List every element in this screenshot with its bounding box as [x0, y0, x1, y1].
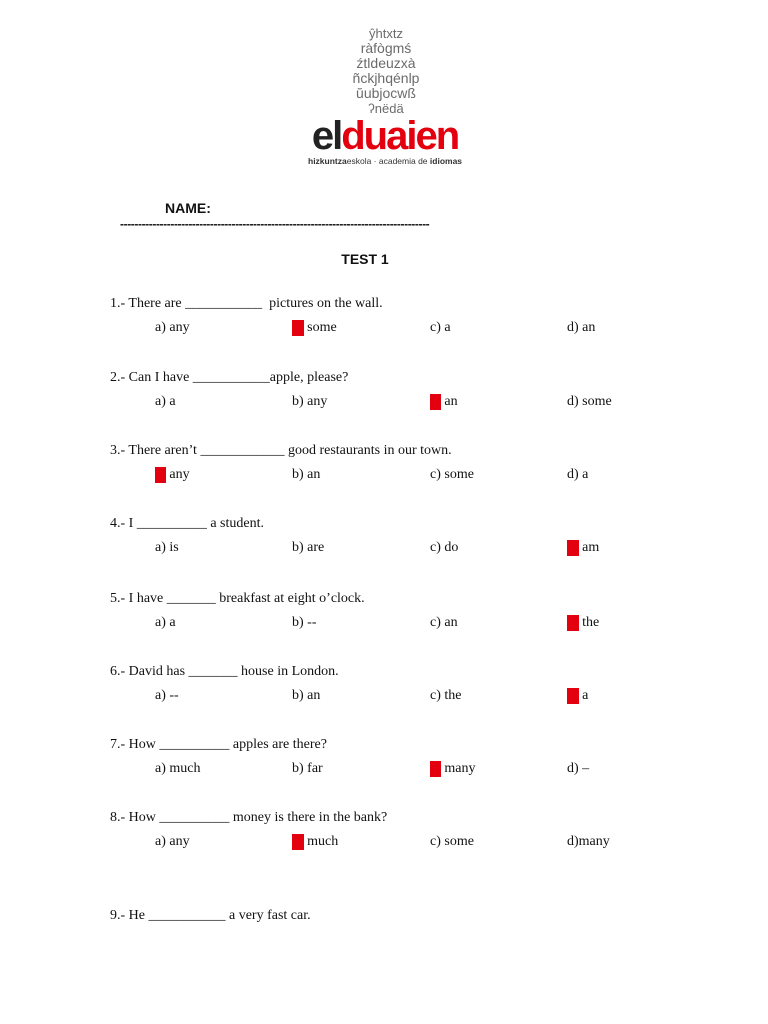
selected-answer-letter: b) [292, 320, 304, 335]
question-text: .- There are ___________ pictures on the wall. [117, 296, 383, 311]
tagline-text: eskola · academia de [346, 156, 430, 166]
question-number: 1 [110, 296, 117, 311]
answer-option[interactable] [567, 540, 599, 556]
answer-option[interactable] [567, 688, 588, 704]
selected-answer-letter: c) [430, 761, 441, 776]
answer-letter: d) [567, 394, 579, 409]
answer-text: a [578, 467, 589, 482]
answer-letter: c) [430, 540, 441, 555]
answer-letter: b) [292, 761, 304, 776]
answer-option[interactable] [430, 761, 476, 777]
answer-option[interactable] [155, 761, 201, 777]
letter-cloud-row: ŭubjocwß [356, 85, 416, 101]
answer-option[interactable] [292, 467, 320, 483]
question-1 [110, 296, 670, 348]
answer-text: the [440, 688, 462, 703]
answer-option[interactable] [430, 834, 474, 850]
answer-letter: c) [430, 320, 441, 335]
question-number: 5 [110, 591, 117, 606]
answer-option[interactable] [155, 394, 176, 410]
answer-text: are [303, 540, 325, 555]
answer-option[interactable] [430, 688, 462, 704]
brand-tagline [308, 156, 478, 166]
answer-letter: b) [292, 394, 304, 409]
letter-cloud-row: ràfògmś [360, 40, 412, 56]
question-prompt [110, 516, 264, 532]
brand-name [300, 116, 470, 156]
question-prompt [110, 370, 348, 386]
answer-letter: a) [155, 540, 166, 555]
answer-option[interactable] [292, 688, 320, 704]
answer-text: many [440, 761, 476, 776]
answer-text: an [303, 688, 321, 703]
question-number: 2 [110, 370, 117, 385]
answer-option[interactable] [567, 320, 595, 336]
answer-text: do [440, 540, 459, 555]
answer-option[interactable] [567, 615, 599, 631]
selected-answer-letter: b) [292, 834, 304, 849]
answer-text: an [303, 467, 321, 482]
tagline-bold-2: idiomas [429, 156, 463, 166]
answer-text: some [578, 394, 612, 409]
answer-option[interactable] [292, 320, 337, 336]
answer-option[interactable] [292, 615, 317, 631]
answer-text: -- [165, 688, 179, 703]
answer-option[interactable] [567, 467, 588, 483]
answer-text: a [440, 320, 451, 335]
answer-text: any [303, 394, 328, 409]
question-8 [110, 810, 670, 862]
answer-option[interactable] [155, 834, 190, 850]
answer-text: the [578, 615, 600, 630]
letter-cloud-row: ñckjhqénlp [352, 70, 420, 86]
answer-option[interactable] [292, 761, 323, 777]
answer-text: much [165, 761, 201, 776]
answer-text: is [165, 540, 179, 555]
answer-letter: a) [155, 688, 166, 703]
answer-text: some [440, 467, 474, 482]
answer-text: any [165, 834, 190, 849]
answer-letter: c) [430, 615, 441, 630]
answer-letter: c) [430, 834, 441, 849]
letter-cloud-row: źtldeuzxà [356, 55, 416, 71]
question-6 [110, 664, 670, 716]
answer-letter: b) [292, 615, 304, 630]
answer-text: – [578, 761, 590, 776]
answer-text: a [578, 688, 589, 703]
selected-answer-letter: d) [567, 540, 579, 555]
question-prompt [110, 296, 383, 312]
answer-option[interactable] [567, 834, 610, 850]
name-label: NAME: [165, 200, 211, 216]
letter-cloud-row: ŷhtxtz [369, 26, 403, 41]
answer-letter: c) [430, 688, 441, 703]
question-text: .- He ___________ a very fast car. [117, 908, 311, 923]
answer-option[interactable] [567, 761, 589, 777]
answer-letter: d) [567, 761, 579, 776]
question-text: .- David has _______ house in London. [117, 664, 339, 679]
answer-text: am [578, 540, 600, 555]
letter-cloud-logo [338, 26, 434, 118]
question-prompt [110, 737, 327, 753]
question-number: 4 [110, 516, 117, 531]
answer-letter: b) [292, 540, 304, 555]
answer-text: an [440, 394, 458, 409]
answer-option[interactable] [430, 540, 458, 556]
answer-letter: d) [567, 320, 579, 335]
elduaien-logo [300, 18, 470, 168]
question-text: .- How __________ apples are there? [117, 737, 327, 752]
answer-letter: a) [155, 761, 166, 776]
answer-letter: a) [155, 320, 166, 335]
answer-option[interactable] [292, 394, 327, 410]
answer-text: many [578, 834, 610, 849]
answer-option[interactable] [567, 394, 612, 410]
selected-answer-letter: a) [155, 467, 166, 482]
question-4 [110, 516, 670, 568]
answer-text: an [578, 320, 596, 335]
question-text: .- I have _______ breakfast at eight o’clock. [117, 591, 365, 606]
answer-text: any [165, 320, 190, 335]
question-text: .- I __________ a student. [117, 516, 264, 531]
question-number: 8 [110, 810, 117, 825]
selected-answer-letter: d) [567, 688, 579, 703]
answer-text: -- [303, 615, 317, 630]
answer-text: an [440, 615, 458, 630]
answer-letter: a) [155, 615, 166, 630]
answer-option[interactable] [155, 688, 179, 704]
question-prompt [110, 810, 387, 826]
answer-option[interactable] [430, 615, 458, 631]
answer-option[interactable] [155, 467, 190, 483]
answer-option[interactable] [430, 467, 474, 483]
answer-option[interactable] [155, 540, 179, 556]
question-prompt [110, 591, 365, 607]
question-9 [110, 908, 670, 960]
question-2 [110, 370, 670, 422]
question-prompt [110, 908, 311, 924]
question-7 [110, 737, 670, 789]
question-number: 7 [110, 737, 117, 752]
brand-name-red: duaien [341, 114, 459, 158]
question-prompt [110, 443, 452, 459]
answer-text: some [440, 834, 474, 849]
test-title: TEST 1 [341, 251, 389, 267]
tagline-bold-1: hizkuntza [308, 156, 347, 166]
answer-text: far [303, 761, 323, 776]
question-prompt [110, 664, 339, 680]
brand-name-dark: el [311, 114, 342, 158]
question-text: .- There aren’t ____________ good restaurants in our town. [117, 443, 452, 458]
question-text: .- Can I have ___________apple, please? [117, 370, 349, 385]
question-number: 6 [110, 664, 117, 679]
question-text: .- How __________ money is there in the bank? [117, 810, 388, 825]
question-5 [110, 591, 670, 643]
answer-letter: d) [567, 467, 579, 482]
answer-letter: a) [155, 394, 166, 409]
selected-answer-letter: c) [430, 394, 441, 409]
answer-letter: b) [292, 688, 304, 703]
question-number: 3 [110, 443, 117, 458]
answer-letter: b) [292, 467, 304, 482]
letter-cloud-row: ʔnëdä [368, 101, 404, 116]
answer-option[interactable] [292, 540, 324, 556]
answer-letter: c) [430, 467, 441, 482]
answer-text: much [303, 834, 339, 849]
answer-option[interactable] [155, 320, 190, 336]
answer-text: a [165, 615, 176, 630]
answer-letter: a) [155, 834, 166, 849]
question-3 [110, 443, 670, 495]
answer-text: any [165, 467, 190, 482]
answer-option[interactable] [292, 834, 338, 850]
answer-option[interactable] [430, 320, 451, 336]
answer-option[interactable] [430, 394, 458, 410]
answer-letter: d) [567, 834, 579, 849]
question-number: 9 [110, 908, 117, 923]
name-field-line[interactable]: -------------------------------------------------------------------------------------- [120, 217, 430, 231]
answer-text: a [165, 394, 176, 409]
selected-answer-letter: d) [567, 615, 579, 630]
answer-option[interactable] [155, 615, 176, 631]
answer-text: some [303, 320, 337, 335]
